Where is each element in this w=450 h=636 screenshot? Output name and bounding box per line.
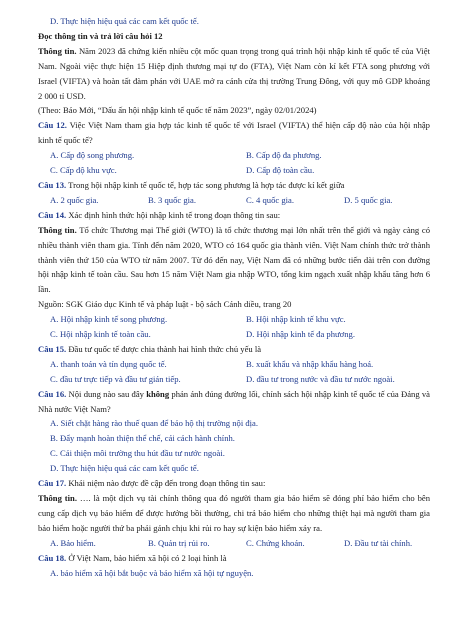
- info-paragraph-3: [38, 491, 430, 536]
- option-c[interactable]: C. Cấp độ khu vực.: [50, 165, 117, 176]
- q15-options-row-1: [38, 357, 430, 372]
- info-label: Thông tin.: [38, 45, 77, 56]
- option-a[interactable]: A. thanh toán và tín dụng quốc tế.: [50, 358, 167, 369]
- question-text: Xác định hình thức hội nhập kinh tế trong đoạn thông tin sau:: [66, 209, 281, 220]
- question-label: Câu 14.: [38, 209, 67, 220]
- q14-options-row-2: [38, 327, 430, 342]
- document-page: [38, 14, 430, 580]
- option-c[interactable]: C. 4 quốc gia.: [246, 194, 294, 205]
- question-12: [38, 118, 430, 148]
- info-source-1: (Theo: Báo Mới, “Dấu ấn hội nhập kinh tế quốc tế năm 2023”, ngày 02/01/2024): [38, 105, 317, 116]
- question-13: [38, 178, 430, 193]
- option-b[interactable]: B. xuất khẩu và nhập khẩu hàng hoá.: [246, 358, 374, 369]
- question-text: Việc Việt Nam tham gia hợp tác kinh tế quốc tế với Israel (VIFTA) thể hiện cấp độ nào của hội nhập kinh tế quốc tế?: [38, 120, 430, 146]
- option-a[interactable]: A. Hội nhập kinh tế song phương.: [50, 314, 168, 325]
- question-16: [38, 387, 430, 417]
- option-b[interactable]: B. 3 quốc gia.: [148, 194, 196, 205]
- info-text: Năm 2023 đã chứng kiến nhiều cột mốc quan trọng trong quá trình hội nhập kinh tế quốc tế của Việt Nam. Ngoài việc thực hiện 15 Hiệp định thương mại tự do (FTA), Việt Nam còn kí kết FTA song phương với Israel (VIFTA) và hoàn tất đàm phán với UAE mở ra cánh cửa thị trường Trung Đông, với quy mô GDP khoảng 2 000 tỉ USD.: [38, 45, 430, 101]
- question-text-part-2: phản ánh đúng đường lối, chính sách hội nhập kinh tế quốc tế của Đảng và Nhà nước Việt Nam?: [38, 388, 430, 414]
- question-17: [38, 476, 430, 491]
- question-label: Câu 13.: [38, 179, 67, 190]
- section-title: Đọc thông tin và trả lời câu hỏi 12: [38, 30, 163, 41]
- info-paragraph-1: [38, 44, 430, 104]
- question-label: Câu 12.: [38, 120, 67, 131]
- option-a[interactable]: A. Bảo hiểm.: [50, 537, 96, 548]
- option-d[interactable]: D. Cấp độ toàn cầu.: [246, 165, 315, 176]
- question-label: Câu 17.: [38, 478, 67, 489]
- info-text: Tổ chức Thương mại Thế giới (WTO) là tổ chức thương mại lớn nhất trên thế giới và ngày càng có nhiều thành viên tham gia. Tính đến năm 2020, WTO có 164 quốc gia thành viên. Việt Nam chính thức trở thành thành viên thứ 150 của WTO từ năm 2007. Từ đó đến nay, Việt Nam đã có những bước tiến dài trên con đường hội nhập kinh tế toàn cầu. Sau hơn 15 năm Việt Nam gia nhập WTO, tổng kim ngạch xuất nhập khẩu tăng hơn 6 lần.: [38, 224, 430, 295]
- question-emphasis: không: [146, 388, 170, 399]
- question-14: [38, 208, 430, 223]
- info-source-2: Nguồn: SGK Giáo dục Kinh tế và pháp luật - bộ sách Cánh diều, trang 20: [38, 299, 292, 310]
- question-label: Câu 18.: [38, 552, 67, 563]
- option-c[interactable]: C. Hội nhập kinh tế toàn cầu.: [50, 329, 151, 340]
- q14-options-row-1: [38, 312, 430, 327]
- question-text: Đầu tư quốc tế được chia thành hai hình thức chủ yếu là: [66, 343, 262, 354]
- option-b[interactable]: B. Đẩy mạnh hoàn thiện thể chế, cải cách hành chính.: [50, 433, 235, 444]
- question-label: Câu 15.: [38, 343, 67, 354]
- option-a[interactable]: A. Cấp độ song phương.: [50, 150, 135, 161]
- info-paragraph-2: [38, 223, 430, 298]
- option-b[interactable]: B. Hội nhập kinh tế khu vực.: [246, 314, 346, 325]
- question-text: Trong hội nhập kinh tế quốc tế, hợp tác song phương là hợp tác được kí kết giữa: [66, 179, 345, 190]
- option-d[interactable]: D. 5 quốc gia.: [344, 194, 393, 205]
- option-b[interactable]: B. Quản trị rủi ro.: [148, 537, 210, 548]
- answer-line: [38, 14, 430, 29]
- info-text: …. là một dịch vụ tài chính thông qua đó người tham gia bảo hiểm sẽ đóng phí bảo hiểm cho bên cung cấp dịch vụ bảo hiểm để được hưởng bồi thường, chi trả bảo hiểm cho những thiệt hại mà người tham gia bảo hiểm hoặc người thứ ba phải gánh chịu khi rủi ro hay sự kiện bảo hiểm xảy ra.: [38, 493, 430, 533]
- option-c[interactable]: C. Chứng khoán.: [246, 537, 305, 548]
- option-c[interactable]: C. đầu tư trực tiếp và đầu tư gián tiếp.: [50, 373, 181, 384]
- question-18: [38, 551, 430, 566]
- question-text-part-1: Nội dung nào sau đây: [66, 388, 147, 399]
- option-d[interactable]: D. Thực hiện hiệu quả các cam kết quốc tế.: [50, 463, 199, 474]
- option-d-text: D. Thực hiện hiệu quả các cam kết quốc tế.: [50, 16, 199, 26]
- info-label: Thông tin.: [38, 493, 77, 503]
- option-d[interactable]: D. Hội nhập kinh tế đa phương.: [246, 329, 355, 340]
- question-text: Ở Việt Nam, bảo hiểm xã hội có 2 loại hình là: [66, 552, 227, 563]
- q13-options-row: [38, 193, 430, 208]
- q12-options-row-1: [38, 148, 430, 163]
- q15-options-row-2: [38, 372, 430, 387]
- q12-options-row-2: [38, 163, 430, 178]
- info-label: Thông tin.: [38, 224, 77, 235]
- option-c[interactable]: C. Cải thiện môi trường thu hút đầu tư nước ngoài.: [50, 448, 225, 459]
- question-15: [38, 342, 430, 357]
- q17-options-row: [38, 536, 430, 551]
- option-d[interactable]: D. Đầu tư tài chính.: [344, 537, 413, 548]
- option-b[interactable]: B. Cấp độ đa phương.: [246, 150, 322, 161]
- option-a[interactable]: A. 2 quốc gia.: [50, 194, 99, 205]
- option-d[interactable]: D. đầu tư trong nước và đầu tư nước ngoài.: [246, 373, 395, 384]
- option-a[interactable]: A. Siết chặt hàng rào thuế quan để bảo hộ thị trường nội địa.: [50, 418, 259, 429]
- option-a[interactable]: A. bảo hiểm xã hội bắt buộc và bảo hiểm xã hội tự nguyện.: [50, 567, 254, 578]
- question-text: Khái niệm nào được đề cập đến trong đoạn thông tin sau:: [66, 478, 266, 489]
- question-label: Câu 16.: [38, 388, 67, 399]
